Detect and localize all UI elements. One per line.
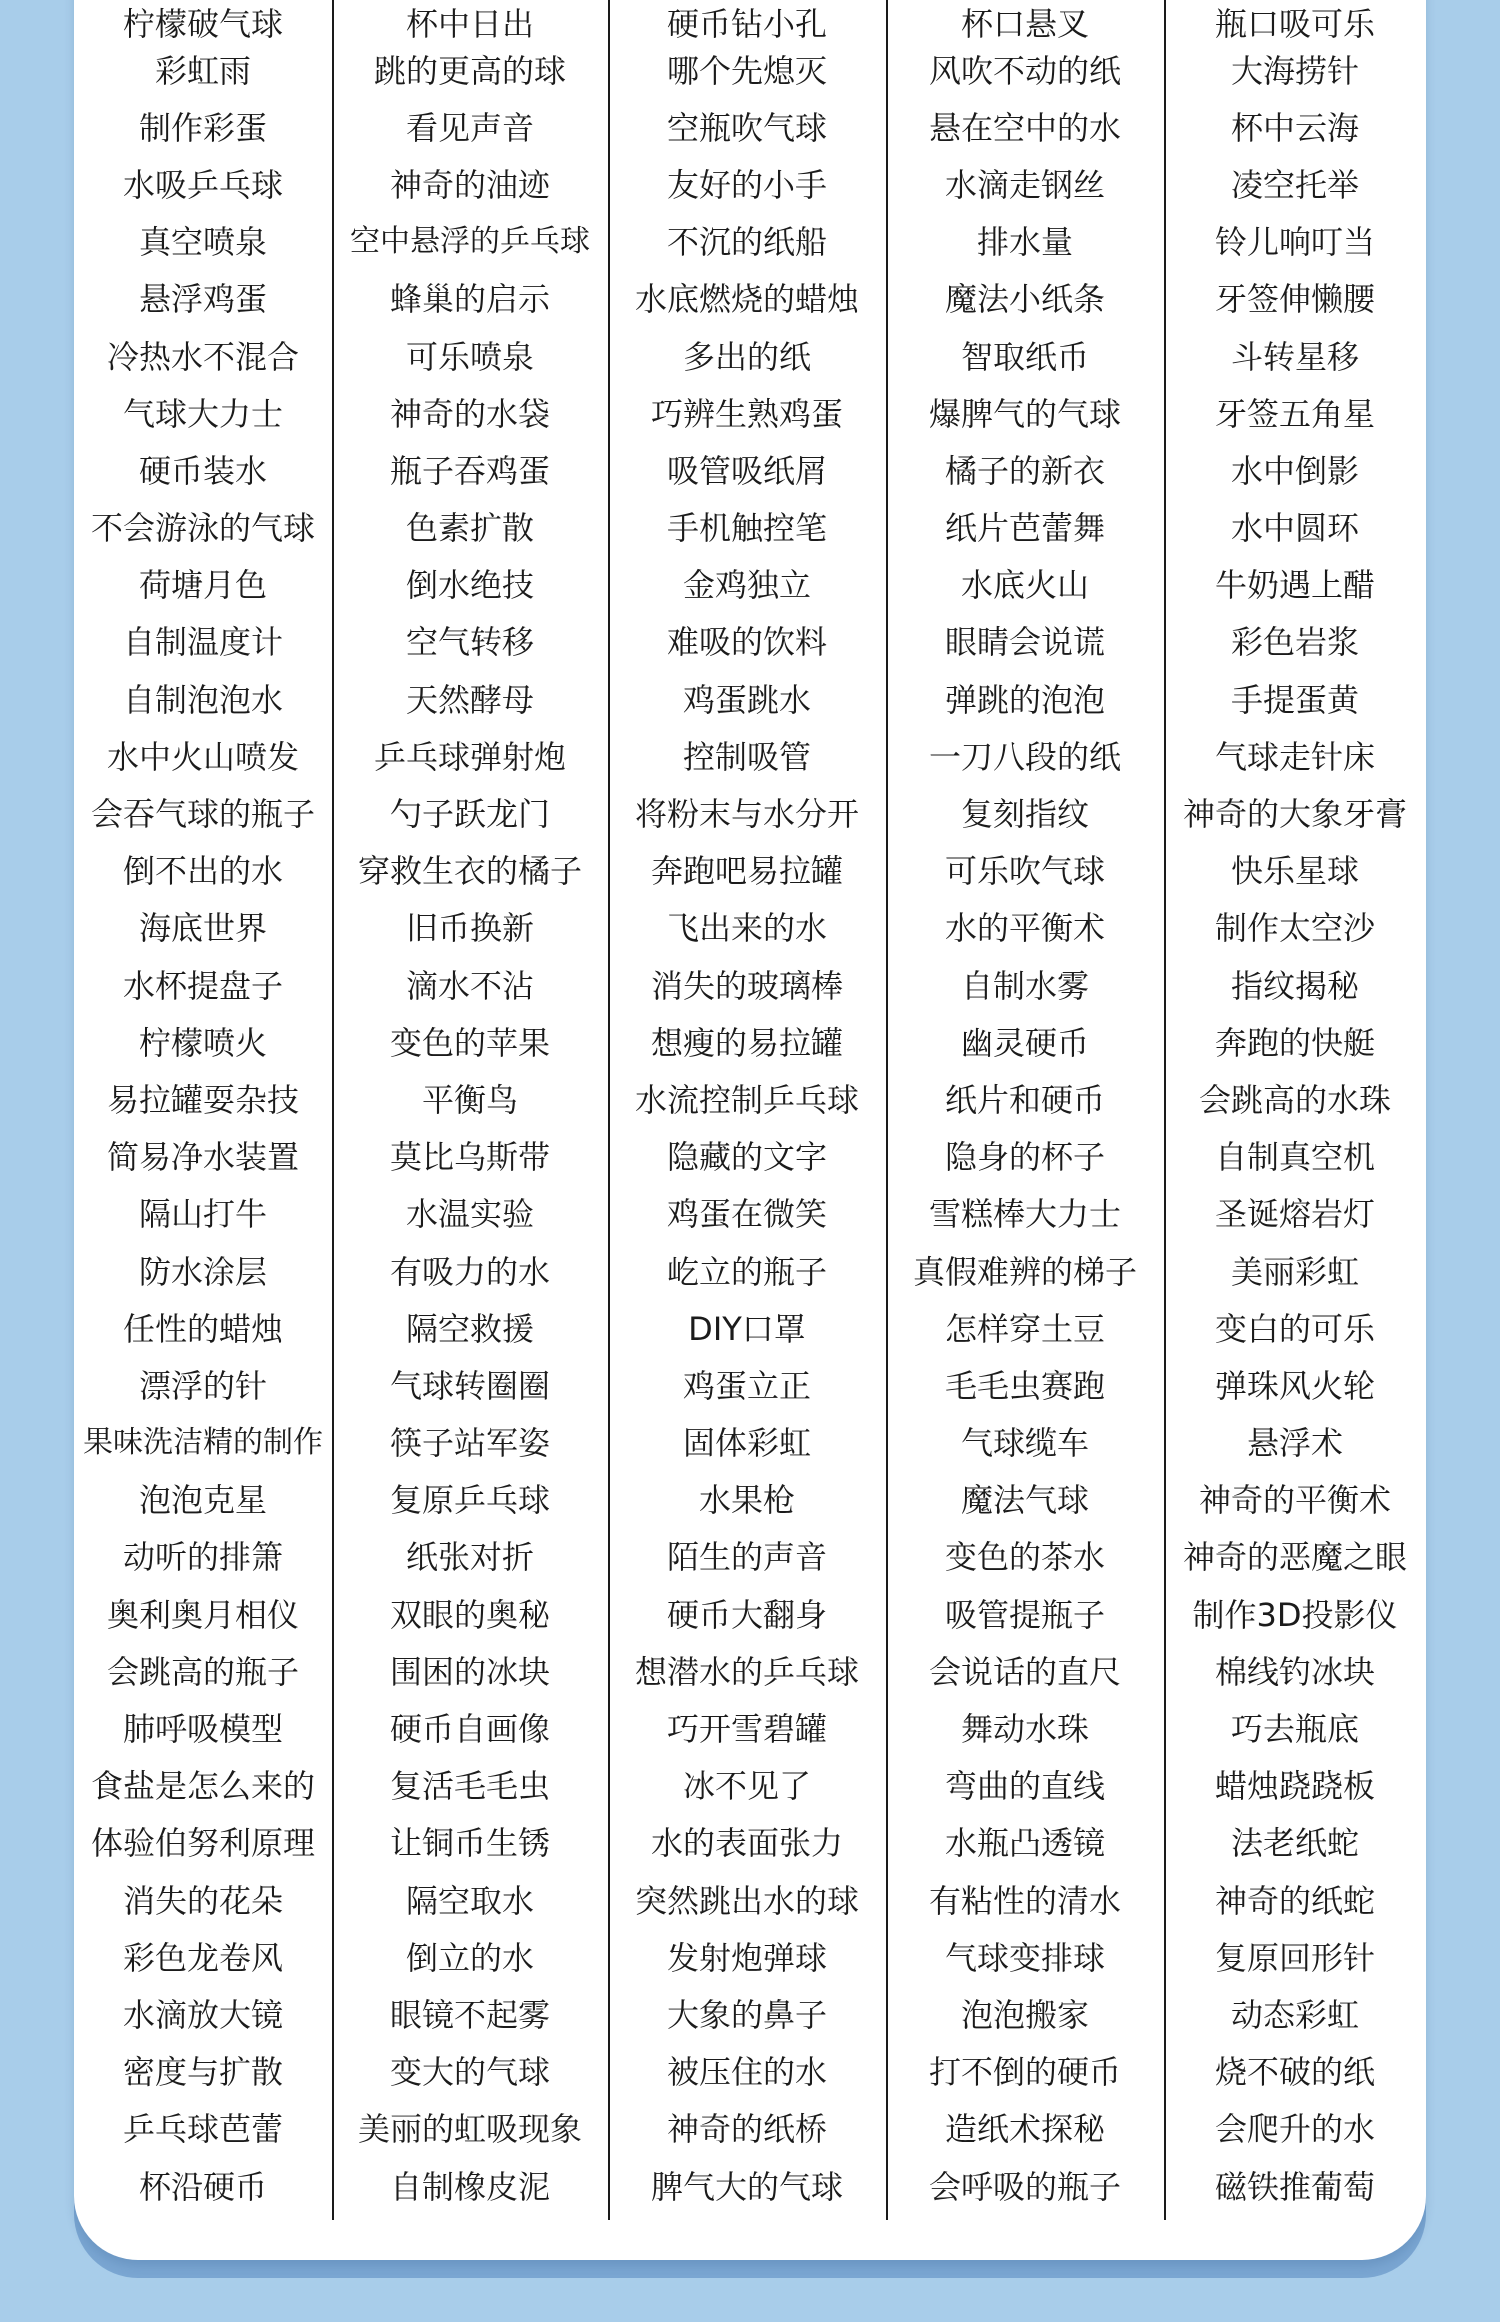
list-item: 指纹揭秘 xyxy=(1230,966,1359,1005)
list-item: 爆脾气的气球 xyxy=(928,394,1121,433)
list-item: 荷塘月色 xyxy=(138,566,267,605)
list-item: 水的平衡术 xyxy=(944,909,1105,948)
list-item: 会跳高的水珠 xyxy=(1198,1080,1391,1119)
list-item: 固体彩虹 xyxy=(682,1424,811,1463)
list-item: 多出的纸 xyxy=(682,337,811,376)
list-item: 悬在空中的水 xyxy=(928,108,1121,147)
list-item: 会说话的直尺 xyxy=(928,1652,1121,1691)
list-item: 飞出来的水 xyxy=(666,909,827,948)
list-item: 水杯提盘子 xyxy=(122,966,283,1005)
list-item: 变白的可乐 xyxy=(1214,1309,1375,1348)
list-item: 手提蛋黄 xyxy=(1230,680,1359,719)
list-item: DIY口罩 xyxy=(688,1309,806,1348)
list-item: 橘子的新衣 xyxy=(944,451,1105,490)
experiment-list-table xyxy=(74,0,1426,2220)
list-item: 想潜水的乒乓球 xyxy=(634,1652,859,1691)
list-item: 泡泡克星 xyxy=(138,1481,267,1520)
list-item: 密度与扩散 xyxy=(122,2053,283,2092)
list-item: 水滴走钢丝 xyxy=(944,165,1105,204)
list-item: 被压住的水 xyxy=(666,2053,827,2092)
list-item: 水瓶凸透镜 xyxy=(944,1824,1105,1863)
list-item: 魔法小纸条 xyxy=(944,280,1105,319)
list-item: 一刀八段的纸 xyxy=(928,737,1121,776)
list-item: 自制真空机 xyxy=(1214,1138,1375,1177)
list-item: 神奇的平衡术 xyxy=(1198,1481,1391,1520)
list-item: 泡泡搬家 xyxy=(960,1995,1089,2034)
list-item: 神奇的恶魔之眼 xyxy=(1182,1538,1407,1577)
list-item: 硬币装水 xyxy=(138,451,267,490)
list-item: 让铜币生锈 xyxy=(389,1824,550,1863)
list-item: 磁铁推葡萄 xyxy=(1214,2167,1375,2206)
list-item: 水吸乒乓球 xyxy=(122,165,283,204)
list-item: 隔空取水 xyxy=(405,1881,534,1920)
list-item: 有粘性的清水 xyxy=(928,1881,1121,1920)
list-item: 控制吸管 xyxy=(682,737,811,776)
list-item: 硬币钻小孔 xyxy=(666,5,827,43)
list-item: 陌生的声音 xyxy=(666,1538,827,1577)
list-item: 硬币大翻身 xyxy=(666,1595,827,1634)
list-item: 空中悬浮的乒乓球 xyxy=(350,224,590,260)
list-item: 会吞气球的瓶子 xyxy=(90,795,315,834)
list-item: 奥利奥月相仪 xyxy=(106,1595,299,1634)
list-item: 魔法气球 xyxy=(960,1481,1089,1520)
list-item: 不沉的纸船 xyxy=(666,223,827,262)
list-item: 圣诞熔岩灯 xyxy=(1214,1195,1375,1234)
list-item: 造纸术探秘 xyxy=(944,2110,1105,2149)
list-item: 莫比乌斯带 xyxy=(389,1138,550,1177)
list-item: 消失的玻璃棒 xyxy=(650,966,843,1005)
list-item: 手机触控笔 xyxy=(666,509,827,548)
list-item: 舞动水珠 xyxy=(960,1710,1089,1749)
list-item: 气球变排球 xyxy=(944,1938,1105,1977)
list-item: 体验伯努利原理 xyxy=(90,1824,315,1863)
list-item: 易拉罐耍杂技 xyxy=(106,1080,299,1119)
list-item: 幽灵硬币 xyxy=(960,1023,1089,1062)
list-item: 水中圆环 xyxy=(1230,509,1359,548)
list-item: 有吸力的水 xyxy=(389,1252,550,1291)
list-item: 凌空托举 xyxy=(1230,165,1359,204)
list-item: 水中火山喷发 xyxy=(106,737,299,776)
list-item: 空瓶吹气球 xyxy=(666,108,827,147)
list-item: 纸张对折 xyxy=(405,1538,534,1577)
list-item: 水滴放大镜 xyxy=(122,1995,283,2034)
list-item: 穿救生衣的橘子 xyxy=(357,852,582,891)
list-item: 会爬升的水 xyxy=(1214,2110,1375,2149)
list-item: 变色的茶水 xyxy=(944,1538,1105,1577)
list-item: 发射炮弹球 xyxy=(666,1938,827,1977)
list-item: 滴水不沾 xyxy=(405,966,534,1005)
list-item: 弹珠风火轮 xyxy=(1214,1366,1375,1405)
list-item: 吸管吸纸屑 xyxy=(666,451,827,490)
list-item: 美丽的虹吸现象 xyxy=(357,2110,582,2149)
list-item: 倒不出的水 xyxy=(122,852,283,891)
list-item: 神奇的水袋 xyxy=(389,394,550,433)
list-item: 蜡烛跷跷板 xyxy=(1214,1767,1375,1806)
list-item: 斗转星移 xyxy=(1230,337,1359,376)
list-item: 铃儿响叮当 xyxy=(1214,223,1375,262)
list-item: 复活毛毛虫 xyxy=(389,1767,550,1806)
column-3 xyxy=(608,0,886,2220)
list-item: 杯中日出 xyxy=(405,5,534,43)
list-item: 弹跳的泡泡 xyxy=(944,680,1105,719)
list-item: 纸片芭蕾舞 xyxy=(944,509,1105,548)
list-item: 神奇的纸桥 xyxy=(666,2110,827,2149)
list-item: 打不倒的硬币 xyxy=(928,2053,1121,2092)
list-item: 悬浮术 xyxy=(1246,1424,1343,1463)
list-item: 制作彩蛋 xyxy=(138,108,267,147)
list-item: 彩色龙卷风 xyxy=(122,1938,283,1977)
list-item: 怎样穿土豆 xyxy=(944,1309,1105,1348)
list-item: 杯口悬叉 xyxy=(960,5,1089,43)
list-item: 变色的苹果 xyxy=(389,1023,550,1062)
column-4 xyxy=(886,0,1164,2220)
list-item: 可乐喷泉 xyxy=(405,337,534,376)
list-item: 复原回形针 xyxy=(1214,1938,1375,1977)
list-item: 冰不见了 xyxy=(682,1767,811,1806)
list-item: 眼镜不起雾 xyxy=(389,1995,550,2034)
list-item: 哪个先熄灭 xyxy=(666,51,827,90)
list-item: 烧不破的纸 xyxy=(1214,2053,1375,2092)
list-item: 看见声音 xyxy=(405,108,534,147)
list-item: 硬币自画像 xyxy=(389,1710,550,1749)
list-item: 杯中云海 xyxy=(1230,108,1359,147)
list-item: 隐藏的文字 xyxy=(666,1138,827,1177)
list-item: 天然酵母 xyxy=(405,680,534,719)
list-item: 神奇的大象牙膏 xyxy=(1182,795,1407,834)
list-item: 水中倒影 xyxy=(1230,451,1359,490)
list-item: 气球缆车 xyxy=(960,1424,1089,1463)
list-item: 排水量 xyxy=(976,223,1073,262)
list-item: 变大的气球 xyxy=(389,2053,550,2092)
list-item: 眼睛会说谎 xyxy=(944,623,1105,662)
list-item: 柠檬喷火 xyxy=(138,1023,267,1062)
list-item: 漂浮的针 xyxy=(138,1366,267,1405)
list-item: 自制水雾 xyxy=(960,966,1089,1005)
list-item: 大海捞针 xyxy=(1230,51,1359,90)
list-item: 任性的蜡烛 xyxy=(122,1309,283,1348)
list-item: 复刻指纹 xyxy=(960,795,1089,834)
list-item: 牛奶遇上醋 xyxy=(1214,566,1375,605)
list-item: 难吸的饮料 xyxy=(666,623,827,662)
list-item: 法老纸蛇 xyxy=(1230,1824,1359,1863)
list-item: 水果枪 xyxy=(698,1481,795,1520)
list-item: 隔空救援 xyxy=(405,1309,534,1348)
list-item: 勺子跃龙门 xyxy=(389,795,550,834)
list-item: 可乐吹气球 xyxy=(944,852,1105,891)
list-item: 跳的更高的球 xyxy=(373,51,566,90)
list-item: 双眼的奥秘 xyxy=(389,1595,550,1634)
list-item: 会跳高的瓶子 xyxy=(106,1652,299,1691)
list-item: 快乐星球 xyxy=(1230,852,1359,891)
list-item: 倒水绝技 xyxy=(405,566,534,605)
list-item: 空气转移 xyxy=(405,623,534,662)
list-item: 想瘦的易拉罐 xyxy=(650,1023,843,1062)
list-item: 冷热水不混合 xyxy=(106,337,299,376)
list-item: 神奇的纸蛇 xyxy=(1214,1881,1375,1920)
list-item: 复原乒乓球 xyxy=(389,1481,550,1520)
list-item: 不会游泳的气球 xyxy=(90,509,315,548)
column-1 xyxy=(74,0,332,2220)
list-item: 牙签五角星 xyxy=(1214,394,1375,433)
list-item: 友好的小手 xyxy=(666,165,827,204)
list-item: 倒立的水 xyxy=(405,1938,534,1977)
list-item: 奔跑吧易拉罐 xyxy=(650,852,843,891)
list-item: 气球转圈圈 xyxy=(389,1366,550,1405)
list-item: 鸡蛋跳水 xyxy=(682,680,811,719)
list-item: 气球走针床 xyxy=(1214,737,1375,776)
list-item: 风吹不动的纸 xyxy=(928,51,1121,90)
list-item: 棉线钓冰块 xyxy=(1214,1652,1375,1691)
list-item: 制作太空沙 xyxy=(1214,909,1375,948)
list-item: 肺呼吸模型 xyxy=(122,1710,283,1749)
list-item: 水流控制乒乓球 xyxy=(634,1080,859,1119)
list-item: 食盐是怎么来的 xyxy=(90,1767,315,1806)
list-item: 自制橡皮泥 xyxy=(389,2167,550,2206)
list-item: 雪糕棒大力士 xyxy=(928,1195,1121,1234)
list-item: 彩虹雨 xyxy=(154,51,251,90)
list-item: 会呼吸的瓶子 xyxy=(928,2167,1121,2206)
list-item: 瓶子吞鸡蛋 xyxy=(389,451,550,490)
list-item: 巧辨生熟鸡蛋 xyxy=(650,394,843,433)
list-item: 杯沿硬币 xyxy=(138,2167,267,2206)
list-item: 巧开雪碧罐 xyxy=(666,1710,827,1749)
list-item: 水的表面张力 xyxy=(650,1824,843,1863)
list-item: 智取纸币 xyxy=(960,337,1089,376)
list-item: 悬浮鸡蛋 xyxy=(138,280,267,319)
list-item: 筷子站军姿 xyxy=(389,1424,550,1463)
list-item: 气球大力士 xyxy=(122,394,283,433)
list-item: 奔跑的快艇 xyxy=(1214,1023,1375,1062)
list-item: 隔山打牛 xyxy=(138,1195,267,1234)
list-item: 水底燃烧的蜡烛 xyxy=(634,280,859,319)
list-item: 鸡蛋立正 xyxy=(682,1366,811,1405)
list-item: 将粉末与水分开 xyxy=(634,795,859,834)
list-item: 色素扩散 xyxy=(405,509,534,548)
list-item: 消失的花朵 xyxy=(122,1881,283,1920)
list-item: 纸片和硬币 xyxy=(944,1080,1105,1119)
list-item: 隐身的杯子 xyxy=(944,1138,1105,1177)
list-item: 吸管提瓶子 xyxy=(944,1595,1105,1634)
list-item: 乒乓球弹射炮 xyxy=(373,737,566,776)
list-item: 动态彩虹 xyxy=(1230,1995,1359,2034)
list-item: 美丽彩虹 xyxy=(1230,1252,1359,1291)
list-item: 果味洗洁精的制作 xyxy=(83,1425,323,1461)
list-item: 巧去瓶底 xyxy=(1230,1710,1359,1749)
list-item: 旧币换新 xyxy=(405,909,534,948)
list-item: 屹立的瓶子 xyxy=(666,1252,827,1291)
list-item: 平衡鸟 xyxy=(421,1080,518,1119)
list-item: 防水涂层 xyxy=(138,1252,267,1291)
list-item: 神奇的油迹 xyxy=(389,165,550,204)
list-item: 柠檬破气球 xyxy=(122,5,283,43)
list-item: 弯曲的直线 xyxy=(944,1767,1105,1806)
list-item: 自制温度计 xyxy=(122,623,283,662)
list-item: 真假难辨的梯子 xyxy=(912,1252,1137,1291)
list-item: 真空喷泉 xyxy=(138,223,267,262)
list-item: 金鸡独立 xyxy=(682,566,811,605)
list-item: 海底世界 xyxy=(138,909,267,948)
list-item: 乒乓球芭蕾 xyxy=(122,2110,283,2149)
list-item: 自制泡泡水 xyxy=(122,680,283,719)
list-item: 鸡蛋在微笑 xyxy=(666,1195,827,1234)
list-item: 水底火山 xyxy=(960,566,1089,605)
list-item: 牙签伸懒腰 xyxy=(1214,280,1375,319)
list-item: 毛毛虫赛跑 xyxy=(944,1366,1105,1405)
list-item: 瓶口吸可乐 xyxy=(1214,5,1375,43)
list-item: 水温实验 xyxy=(405,1195,534,1234)
list-item: 制作3D投影仪 xyxy=(1192,1595,1398,1634)
list-item: 彩色岩浆 xyxy=(1230,623,1359,662)
list-item: 蜂巢的启示 xyxy=(389,280,550,319)
list-item: 突然跳出水的球 xyxy=(634,1881,859,1920)
column-2 xyxy=(332,0,608,2220)
list-item: 大象的鼻子 xyxy=(666,1995,827,2034)
list-item: 脾气大的气球 xyxy=(650,2167,843,2206)
list-item: 围困的冰块 xyxy=(389,1652,550,1691)
column-5 xyxy=(1164,0,1426,2220)
list-item: 简易净水装置 xyxy=(106,1138,299,1177)
list-item: 动听的排箫 xyxy=(122,1538,283,1577)
